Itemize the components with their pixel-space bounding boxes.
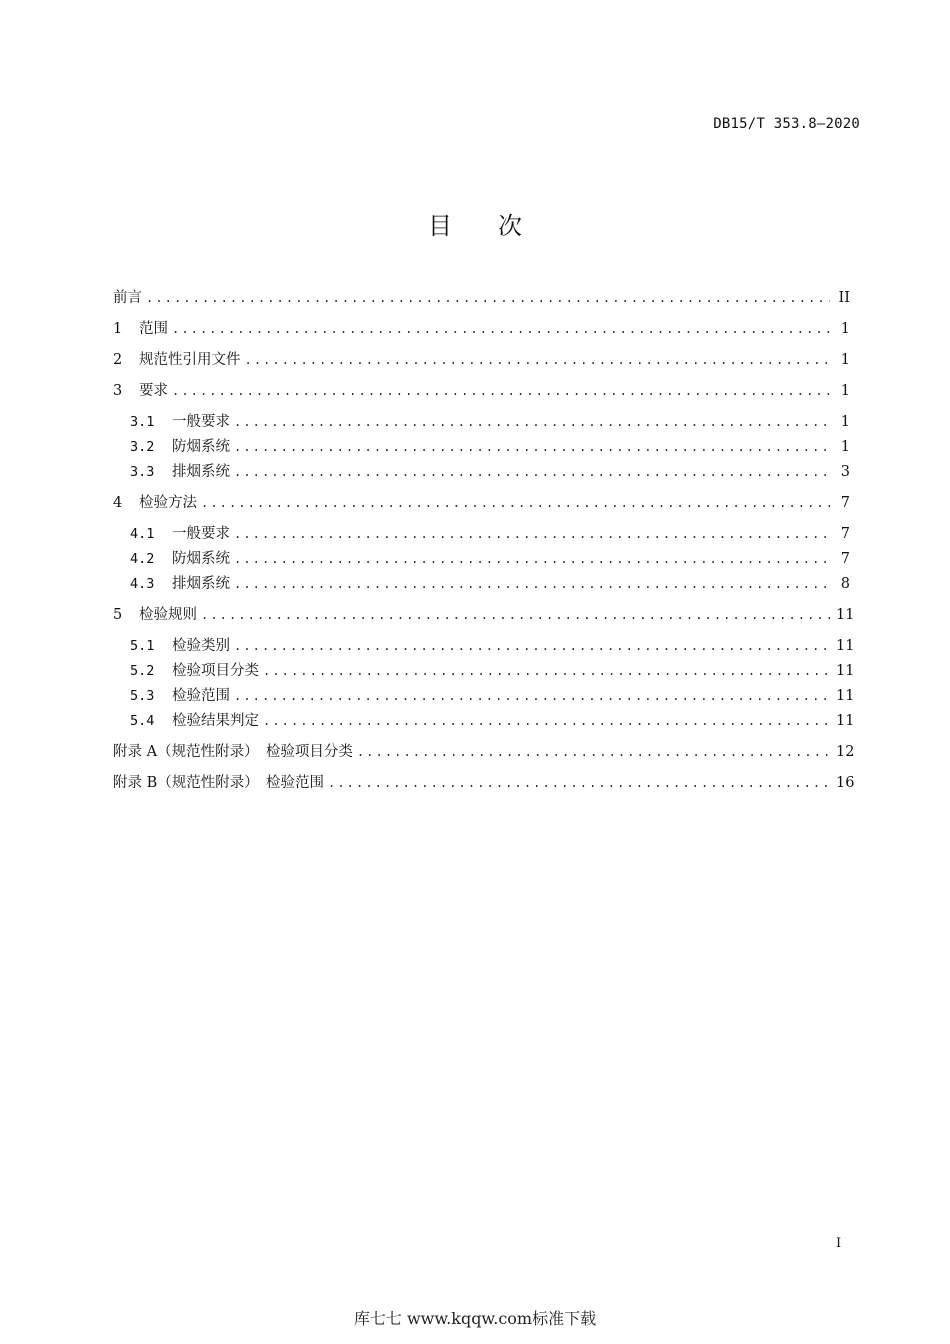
toc-leader-dots [146,287,830,309]
toc-entry-foreword[interactable] [113,287,850,309]
toc-entry-label: 检验结果判定 [172,713,259,729]
toc-entry-page: 1 [840,439,850,455]
toc-entry-page: 7 [840,551,850,567]
toc-leader-dots [234,411,830,433]
page-title [0,206,950,241]
toc-entry-number: 1 [113,321,123,337]
toc-entry-5-1[interactable] [130,635,855,657]
toc-entry-page: 1 [840,383,850,399]
toc-entry-appendix-a[interactable] [113,741,855,763]
toc-leader-dots [263,710,830,732]
toc-entry-label: 一般要求 [172,414,230,430]
toc-entry-page: 1 [840,321,850,337]
toc-entry-4-1[interactable] [130,523,850,545]
toc-entry-page: 3 [840,464,850,480]
toc-entry-label: 前言 [113,290,142,306]
toc-leader-dots [234,635,830,657]
toc-leader-dots [357,741,830,763]
toc-entry-number: 4.1 [130,526,155,542]
toc-entry-number: 5.1 [130,638,155,654]
page-title-part-1: 目 [428,212,452,240]
footer-watermark: 库七七 www.kqqw.com标准下载 [353,1309,597,1328]
toc-entry-5-3[interactable] [130,685,855,707]
toc-entry-page: 1 [840,352,850,368]
toc-entry-3[interactable] [113,380,850,402]
toc-entry-page: 1 [840,414,850,430]
toc-entry-number: 3.1 [130,414,155,430]
toc-entry-page: 16 [836,775,855,791]
toc-leader-dots [245,349,831,371]
toc-entry-label: 检验类别 [172,638,230,654]
toc-entry-label: 检验范围 [172,688,230,704]
toc-entry-1[interactable] [113,318,850,340]
toc-entry-3-1[interactable] [130,411,850,433]
toc-entry-page: 11 [836,713,855,729]
toc-entry-number: 3.3 [130,464,155,480]
toc-entry-3-3[interactable] [130,461,850,483]
toc-entry-number: 4.3 [130,576,155,592]
toc-entry-number: 4.2 [130,551,155,567]
toc-entry-label: 附录 B（规范性附录） 检验范围 [113,775,325,791]
toc-entry-label: 防烟系统 [172,551,230,567]
document-code: DB15/T 353.8—2020 [713,116,860,132]
toc-entry-number: 3 [113,383,123,399]
toc-entry-label: 检验方法 [139,495,197,511]
toc-leader-dots [328,772,830,794]
toc-entry-number: 3.2 [130,439,155,455]
toc-entry-page: 8 [840,576,850,592]
toc-leader-dots [172,380,830,402]
page-title-part-2: 次 [498,212,522,240]
toc-entry-page: 11 [836,607,855,623]
toc-entry-2[interactable] [113,349,850,371]
toc-entry-number: 5.2 [130,663,155,679]
toc-entry-label: 排烟系统 [172,576,230,592]
toc-entry-page: 7 [840,495,850,511]
toc-leader-dots [201,492,830,514]
toc-entry-number: 5 [113,607,123,623]
toc-leader-dots [234,685,830,707]
toc-entry-label: 排烟系统 [172,464,230,480]
page-number: I [836,1236,842,1251]
toc-leader-dots [234,573,830,595]
toc-entry-number: 2 [113,352,123,368]
toc-entry-page: 11 [836,638,855,654]
toc-entry-label: 一般要求 [172,526,230,542]
toc-entry-5-2[interactable] [130,660,855,682]
toc-leader-dots [263,660,830,682]
toc-entry-5[interactable] [113,604,855,626]
toc-entry-page: II [838,290,850,306]
toc-entry-appendix-b[interactable] [113,772,855,794]
toc-entry-number: 5.4 [130,713,155,729]
toc-leader-dots [234,523,830,545]
toc-entry-4-2[interactable] [130,548,850,570]
toc-entry-label: 范围 [139,321,168,337]
toc-entry-page: 7 [840,526,850,542]
toc-entry-page: 11 [836,688,855,704]
toc-leader-dots [172,318,830,340]
toc-leader-dots [234,436,830,458]
toc-entry-page: 12 [836,744,855,760]
toc-entry-4[interactable] [113,492,850,514]
toc-entry-5-4[interactable] [130,710,855,732]
toc-entry-label: 要求 [139,383,168,399]
toc-entry-label: 防烟系统 [172,439,230,455]
toc-entry-label: 检验项目分类 [172,663,259,679]
toc-entry-4-3[interactable] [130,573,850,595]
toc-entry-label: 检验规则 [139,607,197,623]
toc-leader-dots [234,548,830,570]
toc-leader-dots [234,461,830,483]
toc-entry-number: 4 [113,495,123,511]
toc-entry-3-2[interactable] [130,436,850,458]
toc-entry-label: 规范性引用文件 [139,352,241,368]
toc-entry-number: 5.3 [130,688,155,704]
toc-entry-page: 11 [836,663,855,679]
toc-leader-dots [201,604,830,626]
toc-entry-label: 附录 A（规范性附录） 检验项目分类 [113,744,353,760]
